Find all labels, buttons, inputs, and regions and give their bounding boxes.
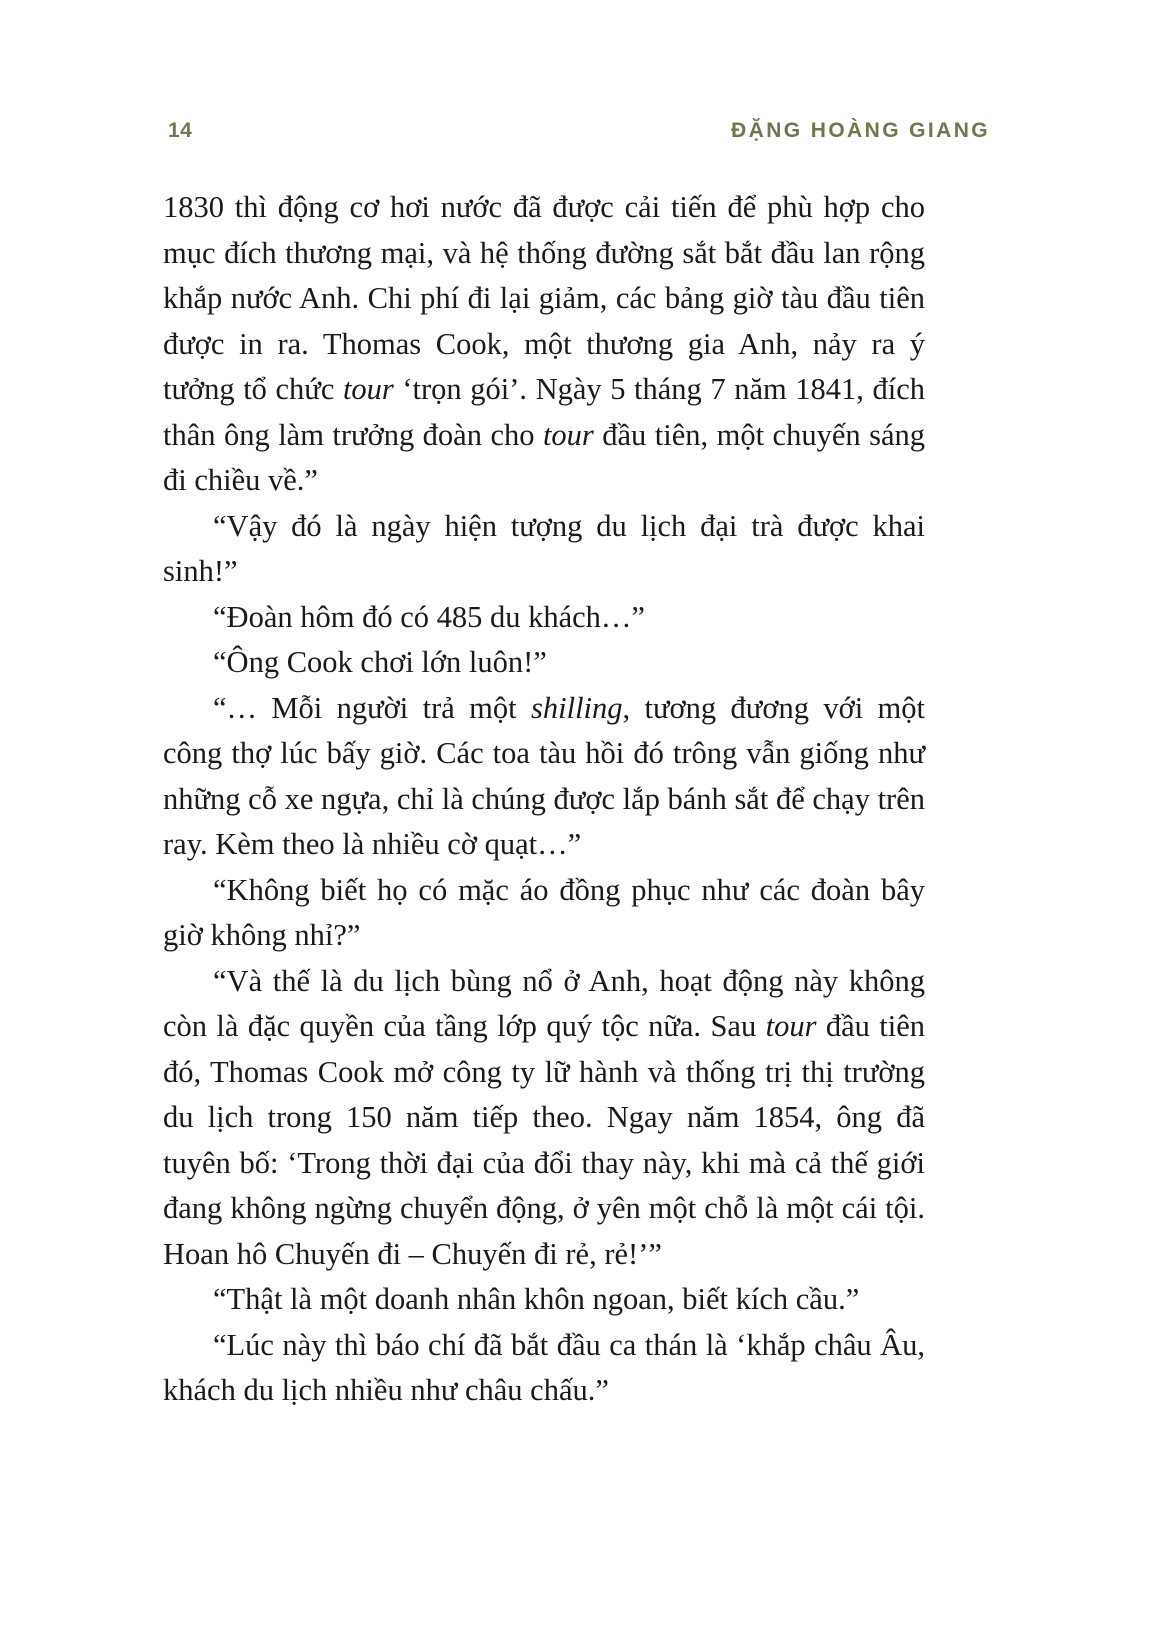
paragraph: [163, 1277, 925, 1323]
text-run: “Thật là một doanh nhân khôn ngoan, biết kích cầu.”: [213, 1282, 860, 1316]
paragraph: [163, 640, 925, 686]
paragraph: [163, 959, 925, 1278]
text-run: “Không biết họ có mặc áo đồng phục như các đoàn bây giờ không nhỉ?”: [163, 872, 925, 952]
paragraph: [163, 686, 925, 868]
emphasis-text: tour: [542, 417, 594, 452]
paragraph: [163, 868, 925, 959]
page-header: [168, 118, 990, 144]
text-run: “Ông Cook chơi lớn luôn!”: [213, 645, 547, 679]
text-run: 1830 thì động cơ hơi nước đã được cải tiến để phù hợp cho mục đích thương mại, và hệ thống đường sắt bắt đầu lan rộng khắp nước Anh. Chi phí đi lại giảm, các bảng giờ tàu đầu tiên được in ra. Thomas Cook, một thương gia Anh, nảy ra ý tưởng tổ chức: [163, 190, 925, 406]
emphasis-text: shilling: [531, 690, 623, 725]
text-run: “… Mỗi người trả một: [213, 690, 532, 725]
text-run: đầu tiên, một chuyến sáng đi chiều về.”: [163, 417, 925, 497]
paragraph: [163, 185, 925, 504]
emphasis-text: tour: [765, 1009, 817, 1043]
text-run: “Lúc này thì báo chí đã bắt đầu ca thán là ‘khắp châu Âu, khách du lịch nhiều như châu chấu.”: [163, 1327, 925, 1407]
paragraph: [163, 504, 925, 595]
text-run: “Và thế là du lịch bùng nổ ở Anh, hoạt động này không còn là đặc quyền của tầng lớp quý tộc nữa. Sau: [163, 963, 925, 1043]
emphasis-text: tour: [342, 372, 394, 406]
paragraph: [163, 595, 925, 641]
text-run: “Vậy đó là ngày hiện tượng du lịch đại trà được khai sinh!”: [163, 508, 925, 588]
text-run: , tương đương với một công thợ lúc bấy giờ. Các toa tàu hồi đó trông vẫn giống như những cỗ xe ngựa, chỉ là chúng được lắp bánh sắt để chạy trên ray. Kèm theo là nhiều cờ quạt…”: [163, 690, 925, 861]
paragraph: [163, 1323, 925, 1414]
body-text: [163, 185, 925, 1414]
running-head-author: ĐẶNG HOÀNG GIANG: [731, 119, 990, 142]
text-run: đầu tiên đó, Thomas Cook mở công ty lữ hành và thống trị thị trường du lịch trong 150 năm tiếp theo. Ngay năm 1854, ông đã tuyên bố: ‘Trong thời đại của đổi thay này, khi mà cả thế giới đang không ngừng chuyển động, ở yên một chỗ là một cái tội. Hoan hô Chuyến đi – Chuyến đi rẻ, rẻ!’”: [163, 1009, 925, 1271]
page-number: 14: [168, 119, 193, 142]
text-run: “Đoàn hôm đó có 485 du khách…”: [213, 599, 645, 634]
text-run: ‘trọn gói’. Ngày 5 tháng 7 năm 1841, đích thân ông làm trưởng đoàn cho: [163, 372, 926, 452]
